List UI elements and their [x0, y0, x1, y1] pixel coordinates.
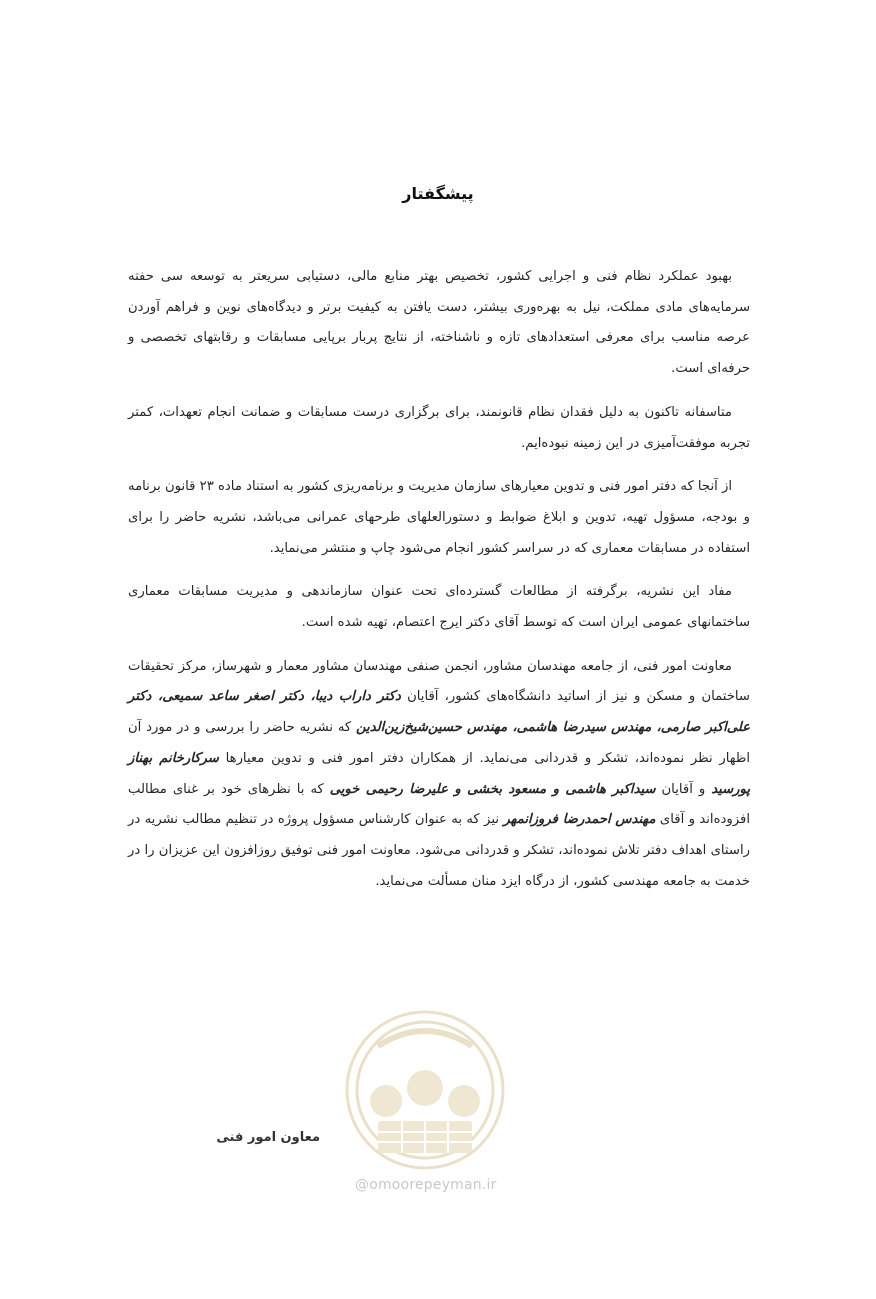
- signature: معاون امور فنی: [216, 1130, 320, 1145]
- at-icon: @: [355, 1177, 370, 1193]
- paragraph-5-text-a: معاونت امور فنی، از جامعه مهندسان مشاور، انجمن صنفی مهندسان مشاور معمار و شهرساز، مرکز تحقیقات ساختمان و مسکن و نیز از اساتید دانشگاه‌های کشور، آقایان: [128, 658, 750, 705]
- paragraph-5: [128, 652, 750, 898]
- paragraph-2: متاسفانه تاکنون به دلیل فقدان نظام قانونمند، برای برگزاری درست مسابقات و ضمانت انجام تعهدات، کمتر تجربه موفقت‌آمیزی در این زمینه نبوده‌ایم.: [128, 404, 750, 451]
- project-expert-name: مهندس احمدرضا فروزانمهر: [503, 812, 656, 828]
- paragraph-3: از آنجا که دفتر امور فنی و تدوین معیارهای سازمان مدیریت و برنامه‌ریزی کشور به استناد ماده ۲۳ قانون برنامه و بودجه، مسؤول تهیه، تدوین و ابلاغ ضوابط و دستورالعلهای طرحهای عمرانی می‌باشد، نشریه حاضر را برای استفاده در مسابقات معماری که در سراسر کشور انجام می‌شود چاپ و منتشر می‌نماید.: [128, 479, 750, 556]
- reviewer-names: دکتر داراب دیبا، دکتر اصغر ساعد سمیعی، دکتر علی‌اکبر صارمی، مهندس سیدرضا هاشمی، مهندس حسین‌شیخ‌زین‌الدین: [128, 689, 750, 736]
- paragraph-5-text-d: که با نظرهای خود بر غنای مطالب افزوده‌اند و آقای: [128, 781, 750, 828]
- watermark-site: [355, 1177, 525, 1193]
- watermark-site-text: omoorepeyman.ir: [369, 1177, 497, 1193]
- page-title: پیشگفتار: [402, 184, 474, 203]
- colleague-names-2: سیداکبر هاشمی و مسعود بخشی و علیرضا رحیمی خویی: [329, 781, 656, 797]
- paragraph-4: مفاد این نشریه، برگرفته از مطالعات گسترده‌ای تحت عنوان سازماندهی و مدیریت مسابقات معماری ساختمانهای عمومی ایران است که توسط آقای دکتر ایرج اعتصام، تهیه شده است.: [128, 584, 750, 631]
- paragraph-1: بهبود عملکرد نظام فنی و اجرایی کشور، تخصیص بهتر منابع مالی، دستیابی سریعتر به توسعه سی حفته سرمایه‌های مادی مملکت، نیل به بهره‌وری بیشتر، دست یافتن به کیفیت برتر و دیدگاه‌های نوین و فراهم آوردن عرصه مناسب برای معرفی استعدادهای تازه و ناشناخته، از نتایج پربار برپایی مسابقات و رقابتهای تخصصی و حرفه‌ای است.: [128, 269, 750, 377]
- paragraph-5-text-c: و آقایان: [655, 781, 712, 797]
- paragraph-5-text-e: نیز که به عنوان کارشناس مسؤول پروژه در تنظیم مطالب نشریه در راستای اهداف دفتر تلاش نموده‌اند، تشکر و قدردانی می‌شود. معاونت امور فنی توفیق روزافزون این عزیزان را در خدمت به جامعه مهندسی کشور، از درگاه ایزد منان مسألت می‌نماید.: [128, 812, 750, 889]
- paragraph-5-text-b: که نشریه حاضر را بررسی و در مورد آن اظهار نظر نموده‌اند، تشکر و قدردانی می‌نماید. از همکاران دفتر امور فنی و تدوین معیارها: [128, 720, 750, 766]
- watermark-logo: [338, 1006, 512, 1174]
- colleague-name-1: سرکارخانم بهناز پورسید: [128, 750, 750, 797]
- foreword-body: [128, 262, 750, 910]
